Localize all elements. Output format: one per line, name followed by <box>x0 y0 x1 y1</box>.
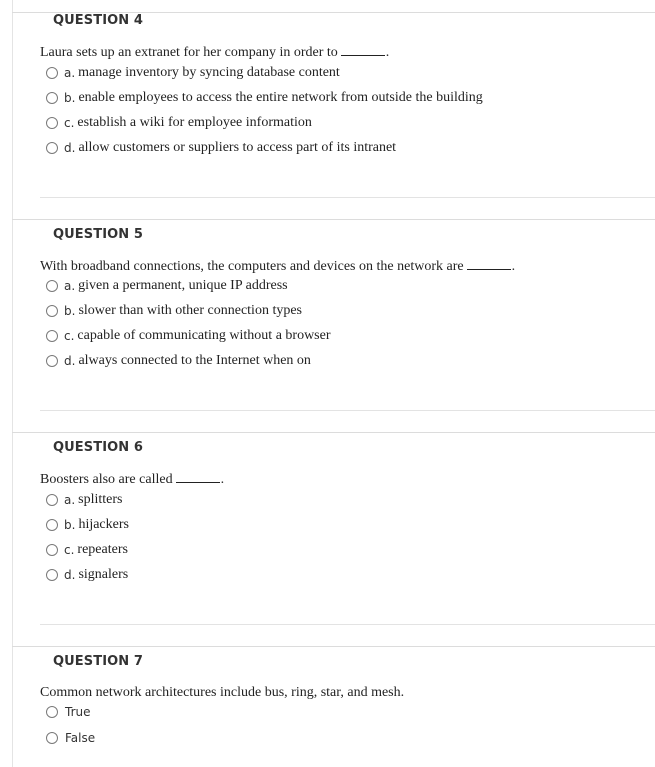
radio-button[interactable] <box>46 67 58 79</box>
question-6-text: Boosters also are called . <box>40 472 225 487</box>
question-4-option-c[interactable]: c. establish a wiki for employee information <box>46 114 312 132</box>
question-7-option-false[interactable]: False <box>46 729 95 747</box>
radio-button[interactable] <box>46 569 58 581</box>
question-5-title: QUESTION 5 <box>53 227 144 242</box>
question-divider <box>40 624 655 625</box>
question-4-text: Laura sets up an extranet for her company in order to . <box>40 45 390 60</box>
radio-button[interactable] <box>46 706 58 718</box>
question-6-title: QUESTION 6 <box>53 440 144 455</box>
radio-button[interactable] <box>46 355 58 367</box>
question-6-option-b[interactable]: b. hijackers <box>46 516 129 534</box>
question-5-option-a[interactable]: a. given a permanent, unique IP address <box>46 277 288 295</box>
question-5-option-d[interactable]: d. always connected to the Internet when on <box>46 352 311 370</box>
question-5-option-c[interactable]: c. capable of communicating without a browser <box>46 327 331 345</box>
section-divider <box>12 432 655 433</box>
answer-blank <box>176 471 220 483</box>
radio-button[interactable] <box>46 142 58 154</box>
question-7-option-true[interactable]: True <box>46 703 91 721</box>
question-4-option-d[interactable]: d. allow customers or suppliers to access part of its intranet <box>46 139 396 157</box>
radio-button[interactable] <box>46 519 58 531</box>
question-7-text: Common network architectures include bus, ring, star, and mesh. <box>40 685 405 700</box>
answer-blank <box>467 258 511 270</box>
radio-button[interactable] <box>46 330 58 342</box>
radio-button[interactable] <box>46 494 58 506</box>
radio-button[interactable] <box>46 117 58 129</box>
question-4-title: QUESTION 4 <box>53 13 144 28</box>
question-divider <box>40 197 655 198</box>
question-4-option-a[interactable]: a. manage inventory by syncing database content <box>46 64 340 82</box>
question-4-option-b[interactable]: b. enable employees to access the entire network from outside the building <box>46 89 483 107</box>
question-6-option-c[interactable]: c. repeaters <box>46 541 128 559</box>
question-5-option-b[interactable]: b. slower than with other connection types <box>46 302 302 320</box>
question-5-text: With broadband connections, the computers and devices on the network are . <box>40 259 516 274</box>
question-divider <box>40 410 655 411</box>
answer-blank <box>341 44 385 56</box>
radio-button[interactable] <box>46 280 58 292</box>
content-left-border <box>12 0 13 767</box>
radio-button[interactable] <box>46 92 58 104</box>
question-6-option-d[interactable]: d. signalers <box>46 566 128 584</box>
radio-button[interactable] <box>46 544 58 556</box>
section-divider <box>12 646 655 647</box>
radio-button[interactable] <box>46 305 58 317</box>
question-6-option-a[interactable]: a. splitters <box>46 491 123 509</box>
radio-button[interactable] <box>46 732 58 744</box>
section-divider <box>12 219 655 220</box>
question-7-title: QUESTION 7 <box>53 654 144 669</box>
